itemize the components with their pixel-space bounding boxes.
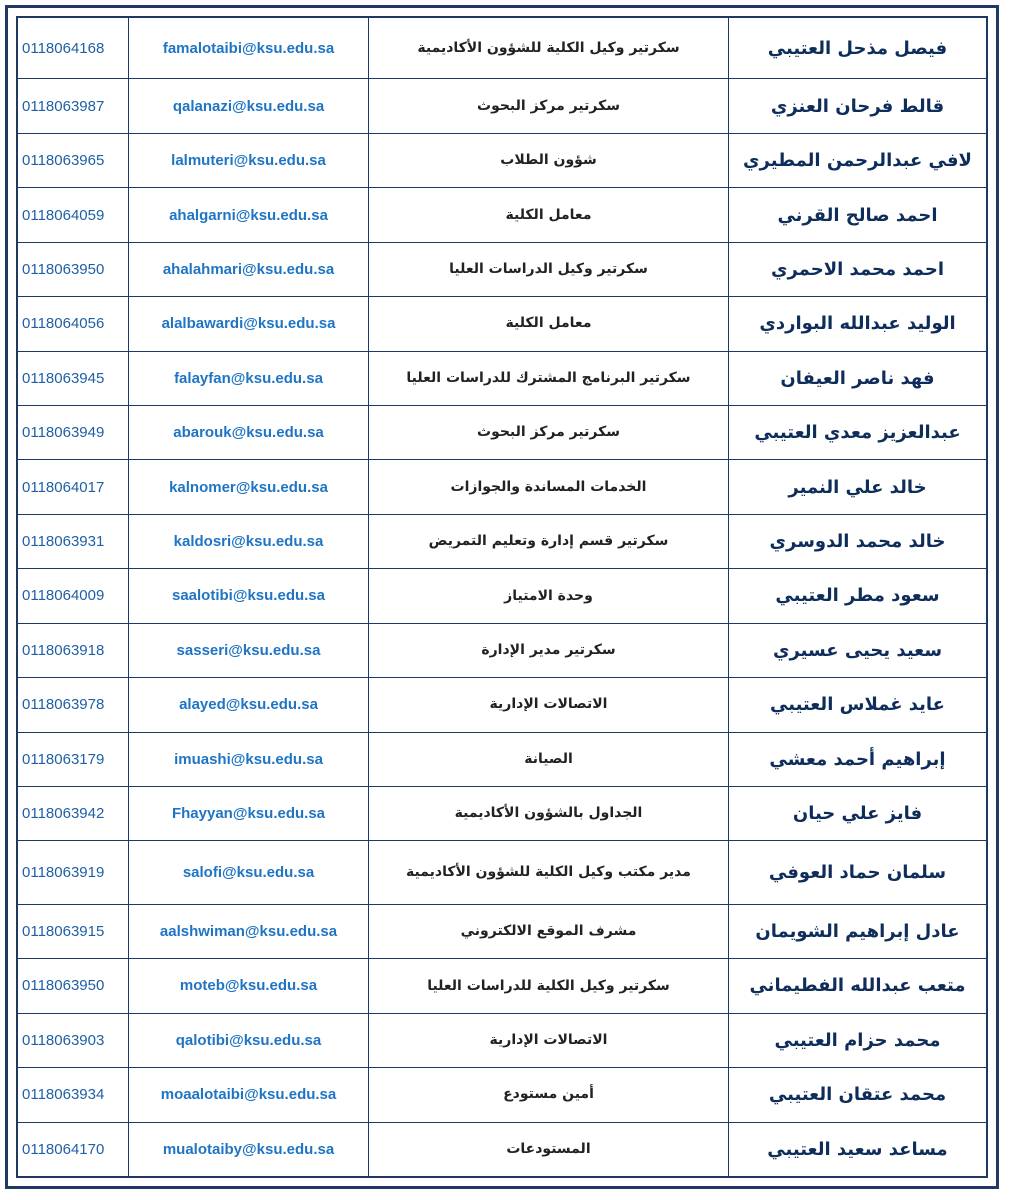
employee-name: احمد محمد الاحمري [729, 242, 987, 296]
phone-number: 0118063942 [18, 786, 129, 840]
phone-number: 0118063918 [18, 623, 129, 677]
phone-number: 0118063987 [18, 79, 129, 133]
email-address[interactable]: moteb@ksu.edu.sa [129, 959, 369, 1013]
employee-name: متعب عبدالله الفطيماني [729, 959, 987, 1013]
email-address[interactable]: saalotibi@ksu.edu.sa [129, 569, 369, 623]
employee-name: فايز علي حيان [729, 786, 987, 840]
table-row [18, 351, 987, 405]
phone-number: 0118064056 [18, 297, 129, 351]
employee-name: سعيد يحيى عسيري [729, 623, 987, 677]
table-row [18, 904, 987, 958]
table-row [18, 406, 987, 460]
employee-name: عادل إبراهيم الشويمان [729, 904, 987, 958]
employee-name: سلمان حماد العوفي [729, 841, 987, 904]
email-address[interactable]: Fhayyan@ksu.edu.sa [129, 786, 369, 840]
phone-number: 0118064170 [18, 1122, 129, 1176]
phone-number: 0118063950 [18, 242, 129, 296]
phone-number: 0118063950 [18, 959, 129, 1013]
job-title: أمين مستودع [369, 1068, 729, 1122]
table-row [18, 297, 987, 351]
job-title: سكرتير مركز البحوث [369, 406, 729, 460]
phone-number: 0118063931 [18, 514, 129, 568]
employee-name: إبراهيم أحمد معشي [729, 732, 987, 786]
phone-number: 0118064059 [18, 188, 129, 242]
email-address[interactable]: qalanazi@ksu.edu.sa [129, 79, 369, 133]
table-row [18, 79, 987, 133]
table-row [18, 460, 987, 514]
phone-number: 0118063945 [18, 351, 129, 405]
table-row [18, 786, 987, 840]
employee-name: عبدالعزيز معدي العتيبي [729, 406, 987, 460]
email-address[interactable]: salofi@ksu.edu.sa [129, 841, 369, 904]
employee-name: خالد محمد الدوسري [729, 514, 987, 568]
table-row [18, 242, 987, 296]
employee-name: عايد غملاس العتيبي [729, 678, 987, 732]
job-title: معامل الكلية [369, 188, 729, 242]
phone-number: 0118064168 [18, 18, 129, 79]
employee-name: مساعد سعيد العتيبي [729, 1122, 987, 1176]
job-title: سكرتير مدير الإدارة [369, 623, 729, 677]
phone-number: 0118064017 [18, 460, 129, 514]
job-title: سكرتير وكيل الكلية للشؤون الأكاديمية [369, 18, 729, 79]
employee-name: محمد عتقان العتيبي [729, 1068, 987, 1122]
table-row [18, 1013, 987, 1067]
table-row [18, 678, 987, 732]
employee-name: خالد علي النمير [729, 460, 987, 514]
job-title: الخدمات المساندة والجوازات [369, 460, 729, 514]
job-title: مدير مكتب وكيل الكلية للشؤون الأكاديمية [369, 841, 729, 904]
email-address[interactable]: sasseri@ksu.edu.sa [129, 623, 369, 677]
job-title: وحدة الامتياز [369, 569, 729, 623]
email-address[interactable]: qalotibi@ksu.edu.sa [129, 1013, 369, 1067]
email-address[interactable]: imuashi@ksu.edu.sa [129, 732, 369, 786]
table-row [18, 569, 987, 623]
table-row [18, 732, 987, 786]
job-title: سكرتير قسم إدارة وتعليم التمريض [369, 514, 729, 568]
job-title: الاتصالات الإدارية [369, 1013, 729, 1067]
table-row [18, 514, 987, 568]
table-row [18, 1122, 987, 1176]
phone-number: 0118064009 [18, 569, 129, 623]
job-title: سكرتير وكيل الدراسات العليا [369, 242, 729, 296]
table-row [18, 841, 987, 904]
email-address[interactable]: moaalotaibi@ksu.edu.sa [129, 1068, 369, 1122]
job-title: الجداول بالشؤون الأكاديمية [369, 786, 729, 840]
table-row [18, 18, 987, 79]
phone-number: 0118063903 [18, 1013, 129, 1067]
job-title: المستودعات [369, 1122, 729, 1176]
table-row [18, 623, 987, 677]
email-address[interactable]: mualotaiby@ksu.edu.sa [129, 1122, 369, 1176]
phone-number: 0118063919 [18, 841, 129, 904]
employee-name: الوليد عبدالله البواردي [729, 297, 987, 351]
table-row [18, 1068, 987, 1122]
job-title: سكرتير البرنامج المشترك للدراسات العليا [369, 351, 729, 405]
phone-number: 0118063965 [18, 133, 129, 187]
phone-number: 0118063915 [18, 904, 129, 958]
directory-inner-border [16, 16, 988, 1178]
job-title: الاتصالات الإدارية [369, 678, 729, 732]
employee-name: فهد ناصر العيفان [729, 351, 987, 405]
job-title: مشرف الموقع الالكتروني [369, 904, 729, 958]
job-title: سكرتير وكيل الكلية للدراسات العليا [369, 959, 729, 1013]
employee-name: احمد صالح القرني [729, 188, 987, 242]
employee-name: محمد حزام العتيبي [729, 1013, 987, 1067]
directory-rows [18, 18, 987, 1177]
job-title: شؤون الطلاب [369, 133, 729, 187]
staff-directory-table [17, 17, 987, 1177]
phone-number: 0118063949 [18, 406, 129, 460]
employee-name: فيصل مذحل العتيبي [729, 18, 987, 79]
email-address[interactable]: famalotaibi@ksu.edu.sa [129, 18, 369, 79]
email-address[interactable]: ahalahmari@ksu.edu.sa [129, 242, 369, 296]
email-address[interactable]: abarouk@ksu.edu.sa [129, 406, 369, 460]
phone-number: 0118063934 [18, 1068, 129, 1122]
table-row [18, 959, 987, 1013]
email-address[interactable]: kaldosri@ksu.edu.sa [129, 514, 369, 568]
phone-number: 0118063978 [18, 678, 129, 732]
employee-name: سعود مطر العتيبي [729, 569, 987, 623]
table-row [18, 133, 987, 187]
employee-name: لافي عبدالرحمن المطيري [729, 133, 987, 187]
job-title: معامل الكلية [369, 297, 729, 351]
email-address[interactable]: aalshwiman@ksu.edu.sa [129, 904, 369, 958]
job-title: سكرتير مركز البحوث [369, 79, 729, 133]
phone-number: 0118063179 [18, 732, 129, 786]
email-address[interactable]: alalbawardi@ksu.edu.sa [129, 297, 369, 351]
email-address[interactable]: kalnomer@ksu.edu.sa [129, 460, 369, 514]
email-address[interactable]: falayfan@ksu.edu.sa [129, 351, 369, 405]
job-title: الصيانة [369, 732, 729, 786]
email-address[interactable]: alayed@ksu.edu.sa [129, 678, 369, 732]
table-row [18, 188, 987, 242]
email-address[interactable]: lalmuteri@ksu.edu.sa [129, 133, 369, 187]
employee-name: قالط فرحان العنزي [729, 79, 987, 133]
email-address[interactable]: ahalgarni@ksu.edu.sa [129, 188, 369, 242]
directory-frame [5, 5, 999, 1189]
